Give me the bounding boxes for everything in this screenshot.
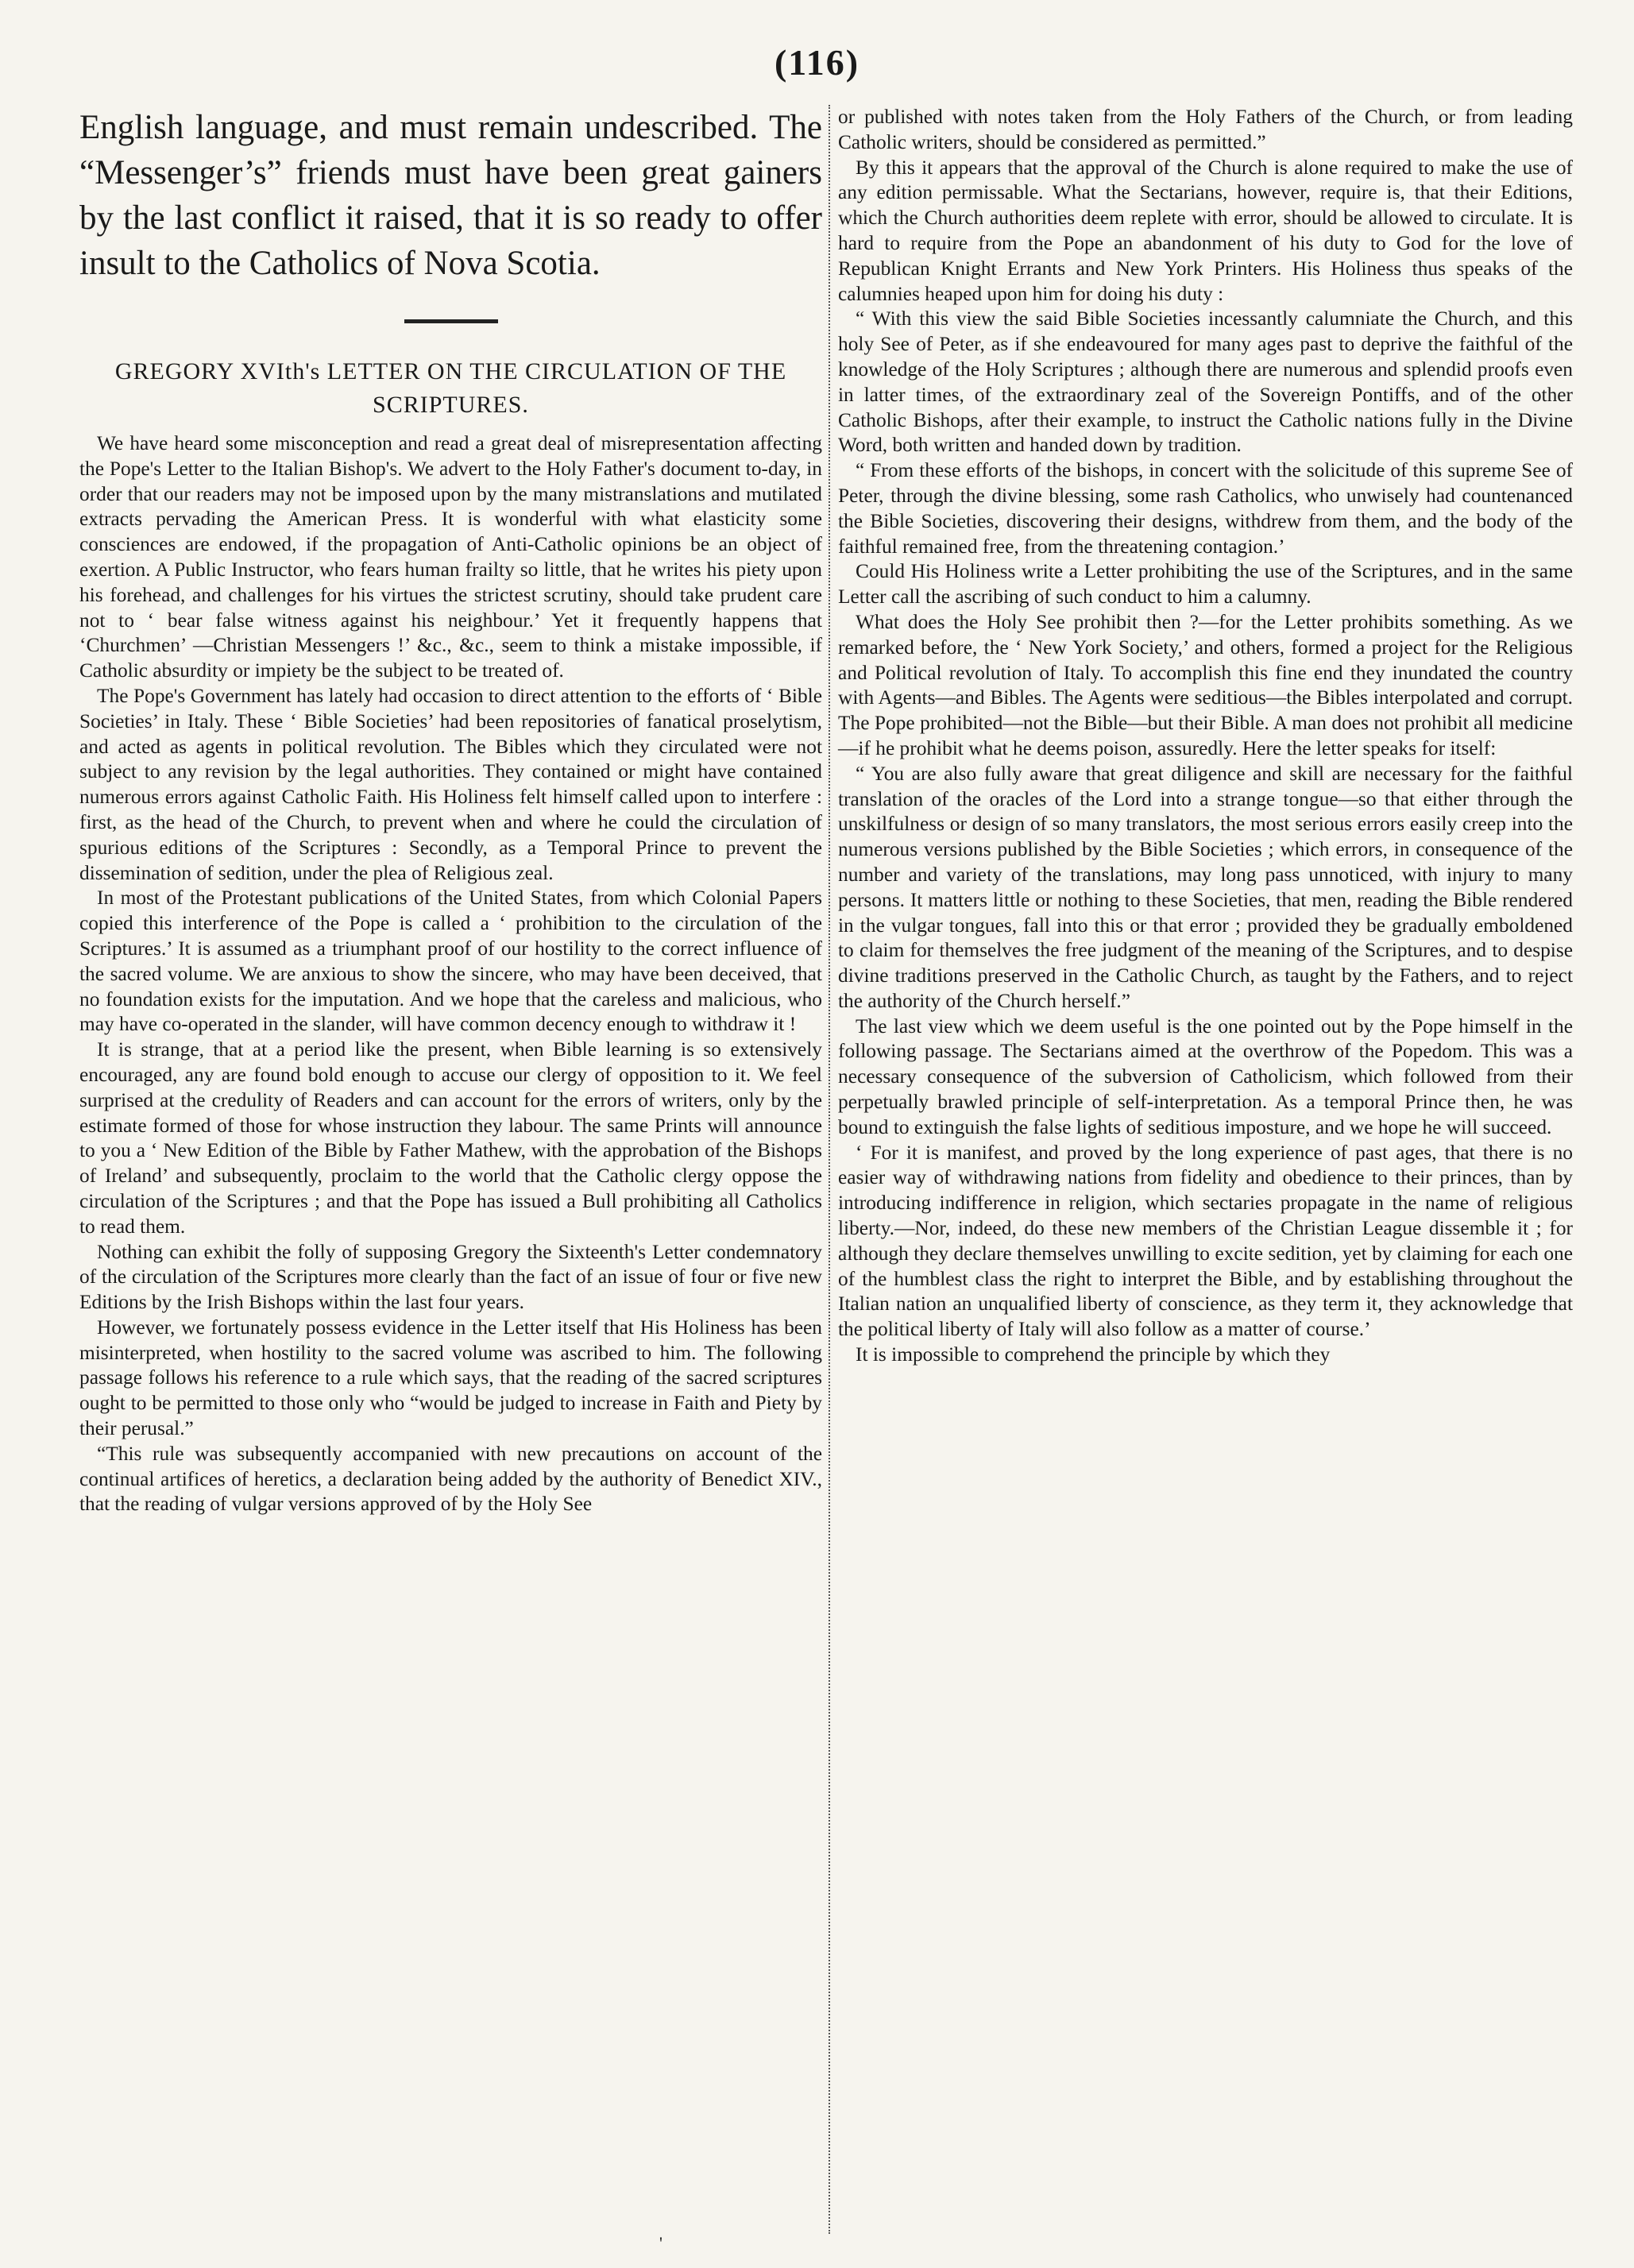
article-paragraph: ‘ For it is manifest, and proved by the long experience of past ages, that there is no easier way of withdrawing nations from fidelity and obedience to their princes, than by introducing indifference in religion, which sectaries propagate in the name of religious liberty.—Nor, indeed, do these new members of the Christian League dissemble it ; for although they declare themselves unwilling to excite sedition, yet by claiming for each one of the humblest class the right to interpret the Bible, and by establishing throughout the Italian nation an unqualified liberty of conscience, as they term it, they acknowledge that the political liberty of Italy will also follow as a matter of course.’ — [838, 1141, 1573, 1341]
article-paragraph: The last view which we deem useful is the one pointed out by the Pope himself in the following passage. The Sectarians aimed at the overthrow of the Popedom. This was a necessary consequence of the subversion of Catholicism, which followed from their perpetually brawled principle of self-interpretation. As a temporal Prince then, he was bound to extinguish the false lights of seditious imposture, and we hope he will succeed. — [838, 1014, 1573, 1138]
article-paragraph: Nothing can exhibit the folly of supposing Gregory the Sixteenth's Letter condemnatory of the circulation of the Scriptures more clearly than the fact of an issue of four or five new Editions by the Irish Bishops within the last four years. — [79, 1240, 822, 1314]
article-paragraph: We have heard some misconception and read a great deal of misrepresentation affecting the Pope's Letter to the Italian Bishop's. We advert to the Holy Father's document to-day, in order that our readers may not be imposed upon by the many mistranslations and mutilated extracts pervading the American Press. It is wonderful with what elasticity some consciences are endowed, if the propagation of Anti-Catholic opinions be an object of exertion. A Public Instructor, who fears human frailty so little, that he writes his piety upon his forehead, and challenges for his virtues the strictest scrutiny, should take prudent care not to ‘ bear false witness against his neighbour.’ Yet it frequently happens that ‘Churchmen’ —Christian Messengers !’ &c., &c., seem to think a mistake impossible, if Catholic absurdity or impiety be the subject to be treated of. — [79, 432, 822, 682]
article-paragraph: “ From these efforts of the bishops, in concert with the solicitude of this supreme See of Peter, through the divine blessing, some rash Catholics, who unwisely had countenanced the Bible Societies, discovering their designs, withdrew from them, and the body of the faithful remained free, from the threatening contagion.’ — [838, 459, 1573, 558]
article-paragraph: It is impossible to comprehend the principle by which they — [856, 1343, 1331, 1366]
footer-mark: ' — [659, 2233, 662, 2253]
article-paragraph: What does the Holy See prohibit then ?—for the Letter prohibits something. As we remarked before, the ‘ New York Society,’ and others, formed a project for the Religious and Political revolution of Italy. To accomplish this fine end they inundated the country with Agents—and Bibles. The Agents were seditious—the Bibles interpolated and corrupt. The Pope prohibited—not the Bible—but their Bible. A man does not prohibit all medicine—if he prohibit what he deems poison, assuredly. Here the letter speaks for itself: — [838, 610, 1573, 759]
article-paragraph: or published with notes taken from the Holy Fathers of the Church, or from leading Catholic writers, should be considered as permitted.” — [838, 106, 1573, 153]
column-divider — [829, 105, 830, 2234]
article-paragraph: “ You are also fully aware that great diligence and skill are necessary for the faithful translation of the oracles of the Lord into a strange tongue—so that either through the unskilfulness or design of so many translators, the most serious errors easily creep into the numerous versions published by the Bible Societies ; which errors, in consequence of the number and variety of the translations, may long pass unnoticed, with injury to many persons. It matters little or nothing to these Societies, that men, reading the Bible rendered in the vulgar tongues, fall into this or that error ; provided they be gradually emboldened to claim for themselves the free judgment of the meaning of the Scriptures, and to despise divine traditions preserved in the Catholic Church, as taught by the Fathers, and to reject the authority of the Church herself.” — [838, 762, 1573, 1012]
right-column — [838, 105, 1573, 1368]
article-paragraph: By this it appears that the approval of the Church is alone required to make the use of any edition permissable. What the Sectarians, however, require is, that their Editions, which the Church authorities deem replete with error, should be allowed to circulate. It is hard to require from the Pope an abandonment of his duty to God for the love of Republican Knight Errants and New York Printers. His Holiness thus speaks of the calumnies heaped upon him for doing his duty : — [838, 156, 1573, 305]
section-separator — [404, 319, 498, 323]
article-headline: GREGORY XVIth's LETTER ON THE CIRCULATION OF THE SCRIPTURES. — [114, 358, 787, 418]
article-paragraph: It is strange, that at a period like the present, when Bible learning is so extensively encouraged, any are found bold enough to accuse our clergy of opposition to it. We feel surprised at the credulity of Readers and can account for the errors of writers, only by the estimate formed of those for whose instruction they labour. The same Prints will announce to you a ‘ New Edition of the Bible by Father Mathew, with the approbation of the Bishops of Ireland’ and subsequently, proclaim to the world that the Catholic clergy oppose the circulation of the Scriptures ; and that the Pope has issued a Bull prohibiting all Catholics to read them. — [79, 1038, 822, 1238]
lead-paragraph: English language, and must remain undescribed. The “Messenger’s” friends must have been great gainers by the last conflict it raised, that it is so ready to offer insult to the Catholics of Nova Scotia. — [79, 109, 822, 282]
left-column — [79, 105, 822, 1517]
article-paragraph: In most of the Protestant publications of the United States, from which Colonial Papers copied this interference of the Pope is called a ‘ prohibition to the circulation of the Scriptures.’ It is assumed as a triumphant proof of our hostility to the correct influence of the sacred volume. We are anxious to show the sincere, who may have been deceived, that no foundation exists for the imputation. And we hope that the careless and malicious, who may have co-operated in the slander, will have common decency enough to withdraw it ! — [79, 887, 822, 1036]
article-paragraph: “ With this view the said Bible Societies incessantly calumniate the Church, and this holy See of Peter, as if she endeavoured for many ages past to deprive the faithful of the knowledge of the Holy Scriptures ; although there are numerous and splendid proofs even in latter times, of the extraordinary zeal of the Sovereign Pontiffs, and of the other Catholic Bishops, after their example, to instruct the Catholic nations fully in the Divine Word, both written and handed down by tradition. — [838, 307, 1573, 457]
article-paragraph: The Pope's Government has lately had occasion to direct attention to the efforts of ‘ Bible Societies’ in Italy. These ‘ Bible Societies’ had been repositories of fanatical proselytism, and acted as agents in political revolution. The Bibles which they circulated were not subject to any revision by the legal authorities. They contained or might have contained numerous errors against Catholic Faith. His Holiness felt himself called upon to interfere : first, as the head of the Church, to prevent when and where he could the circulation of spurious editions of the Scriptures : Secondly, as a Temporal Prince to prevent the dissemination of sedition, under the plea of Religious zeal. — [79, 684, 822, 884]
article-paragraph: However, we fortunately possess evidence in the Letter itself that His Holiness has been misinterpreted, when hostility to the sacred volume was ascribed to him. The following passage follows his reference to a rule which says, that the reading of the sacred scriptures ought to be permitted to those only who “would be judged to increase in Faith and Piety by their perusal.” — [79, 1316, 822, 1440]
page-number: (116) — [774, 42, 860, 83]
article-paragraph: “This rule was subsequently accompanied with new precautions on account of the continual artifices of heretics, a declaration being added by the authority of Benedict XIV., that the reading of vulgar versions approved of by the Holy See — [79, 1442, 822, 1516]
article-paragraph: Could His Holiness write a Letter prohibiting the use of the Scriptures, and in the same Letter call the ascribing of such conduct to him a calumny. — [838, 560, 1573, 609]
